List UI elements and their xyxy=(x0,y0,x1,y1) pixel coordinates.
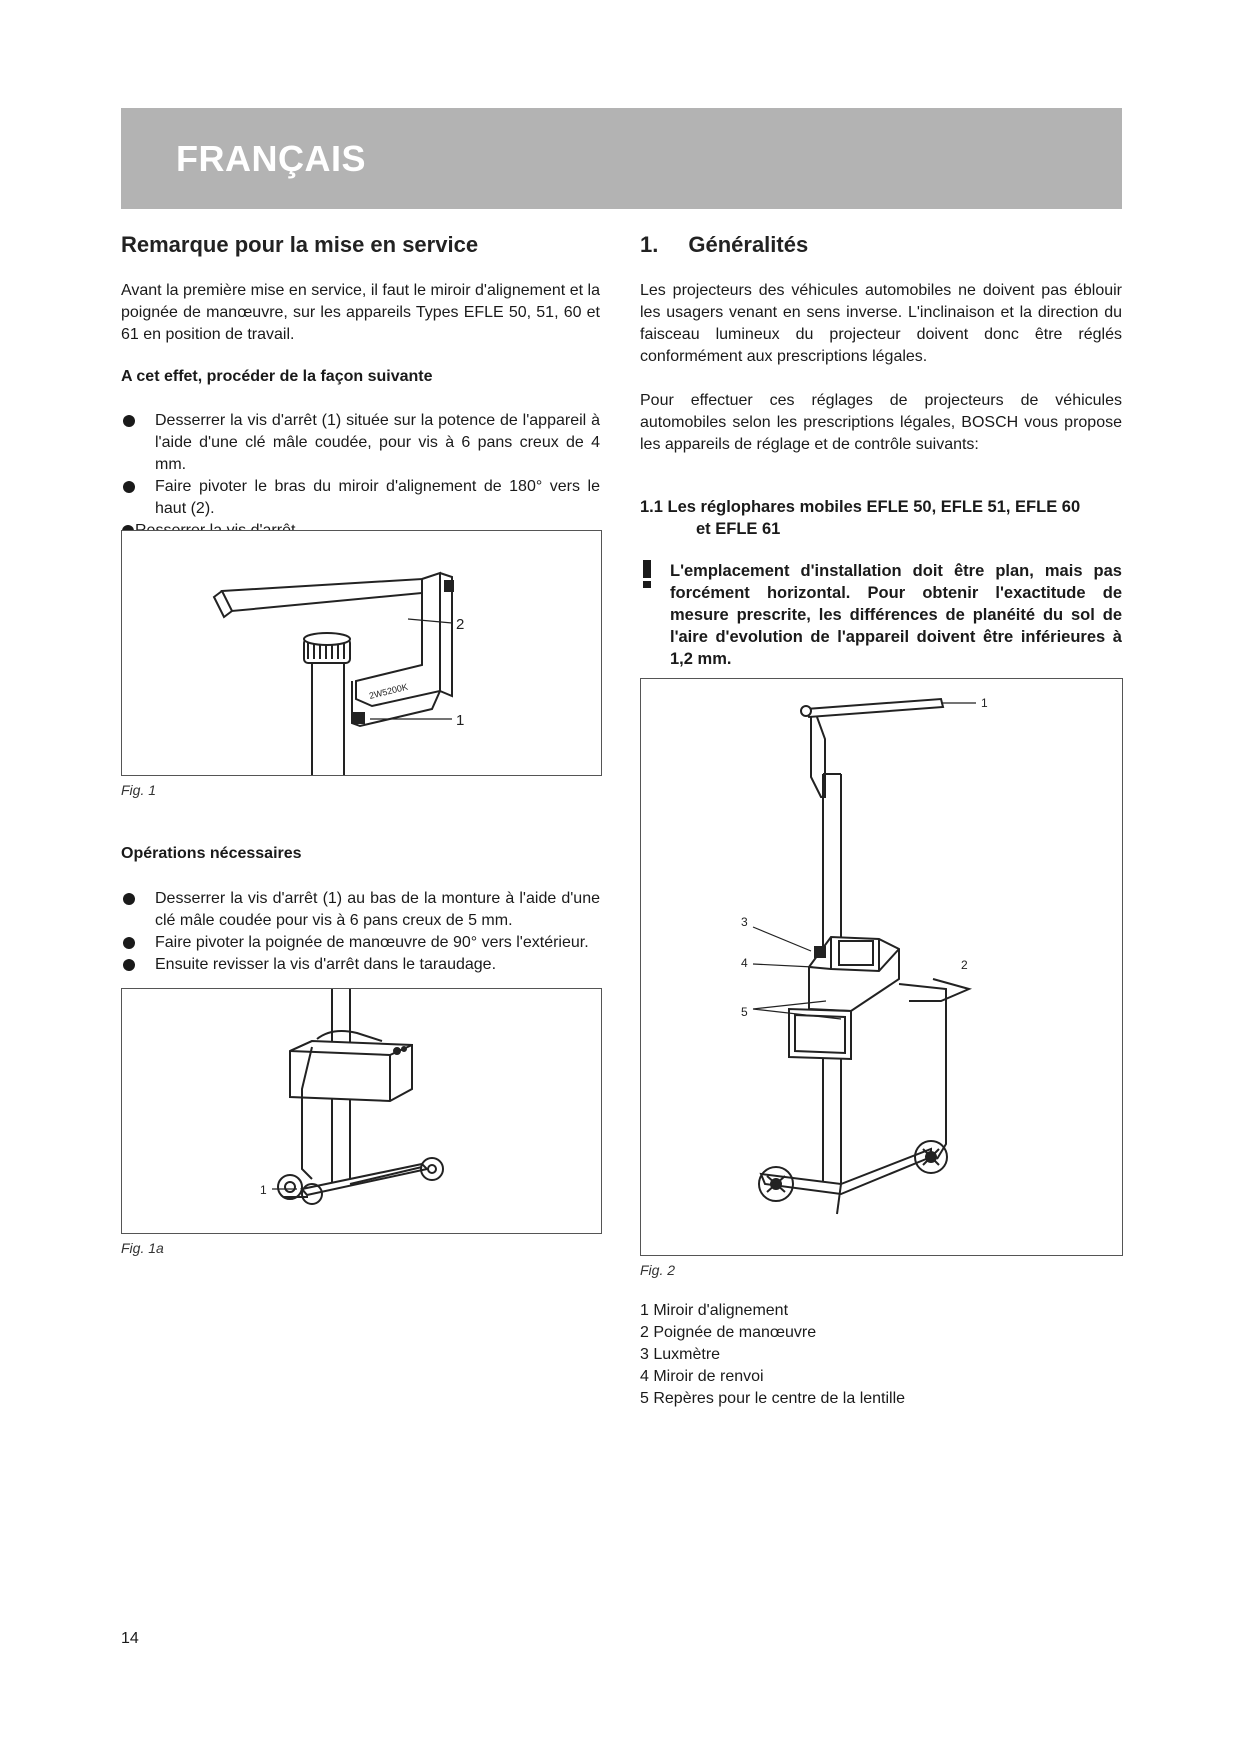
legend-item: 3 Luxmètre xyxy=(640,1346,721,1363)
fig2-callout-4: 4 xyxy=(741,956,748,970)
fig1-drawing xyxy=(122,531,601,775)
fig1a-caption: Fig. 1a xyxy=(121,1240,164,1256)
procedure-heading: A cet effet, procéder de la façon suivante xyxy=(121,368,433,385)
right-para-1: Les projecteurs des véhicules automobiles ne doivent pas éblouir les usagers venant en sens inverse. L'inclinaison et la direction du faisceau lumineux du projecteur doivent donc être réglés conformément aux prescriptions légales. xyxy=(640,282,1122,365)
legend-item: 1 Miroir d'alignement xyxy=(640,1302,789,1319)
fig2-callout-2: 2 xyxy=(961,958,968,972)
fig1-part-code: 2W5200K xyxy=(368,681,409,701)
operations-list xyxy=(121,888,600,976)
section-number: 1. xyxy=(640,232,659,257)
fig1a-callout-1: 1 xyxy=(260,1183,267,1197)
operations-step: Desserrer la vis d'arrêt (1) au bas de la monture à l'aide d'une clé mâle coudée pour vis à 6 pans creux de 5 mm. xyxy=(121,888,600,932)
procedure-step: Faire pivoter le bras du miroir d'alignement de 180° vers le haut (2). xyxy=(121,476,600,520)
procedure-step: Desserrer la vis d'arrêt (1) située sur la potence de l'appareil à l'aide d'une clé mâle coudée, pour vis à 6 pans creux de 4 mm. xyxy=(121,410,600,476)
page-number: 14 xyxy=(121,1630,139,1647)
fig2-callout-1: 1 xyxy=(981,696,988,710)
left-intro: Avant la première mise en service, il faut le miroir d'alignement et la poignée de manœuvre, sur les appareils Types EFLE 50, 51, 60 et 61 en position de travail. xyxy=(121,282,600,343)
figure-1 xyxy=(121,530,602,776)
procedure-list xyxy=(121,410,600,542)
legend-item: 2 Poignée de manœuvre xyxy=(640,1324,817,1341)
fig1-callout-1: 1 xyxy=(456,712,465,729)
fig2-callout-3: 3 xyxy=(741,915,748,929)
subheading-line-2: et EFLE 61 xyxy=(696,520,781,538)
operations-step: Ensuite revisser la vis d'arrêt dans le taraudage. xyxy=(121,954,600,976)
right-heading xyxy=(640,232,1122,258)
bullet-icon xyxy=(123,959,135,971)
figure-1a xyxy=(121,988,602,1234)
fig1-caption: Fig. 1 xyxy=(121,782,157,798)
legend-item: 5 Repères pour le centre de la lentille xyxy=(640,1390,906,1407)
bullet-icon xyxy=(123,415,135,427)
fig2-drawing xyxy=(641,679,1122,1255)
operations-heading: Opérations nécessaires xyxy=(121,845,302,862)
fig2-legend xyxy=(640,1300,1122,1410)
right-para-2: Pour effectuer ces réglages de projecteurs de véhicules automobiles selon les prescriptions légales, BOSCH vous propose les appareils de réglage et de contrôle suivants: xyxy=(640,392,1122,453)
subsection-heading xyxy=(640,496,1122,540)
left-heading: Remarque pour la mise en service xyxy=(121,232,479,257)
operations-step: Faire pivoter la poignée de manœuvre de 90° vers l'extérieur. xyxy=(121,932,600,954)
subheading-line-1: 1.1 Les réglophares mobiles EFLE 50, EFLE 51, EFLE 60 xyxy=(640,498,1081,516)
warning-text: L'emplacement d'installation doit être plan, mais pas forcément horizontal. Pour obtenir l'exactitude de mesure prescrite, les différences de planéité du sol de l'aire d'evolution de l'appareil doivent être inférieures à 1,2 mm. xyxy=(670,562,1122,668)
legend-item: 4 Miroir de renvoi xyxy=(640,1368,764,1385)
fig2-callout-5: 5 xyxy=(741,1005,748,1019)
fig1a-drawing xyxy=(122,989,601,1233)
banner-title: FRANÇAIS xyxy=(176,138,366,179)
section-title: Généralités xyxy=(688,232,809,257)
figure-2 xyxy=(640,678,1123,1256)
bullet-icon xyxy=(123,937,135,949)
bullet-icon xyxy=(123,893,135,905)
bullet-icon xyxy=(123,481,135,493)
fig2-caption: Fig. 2 xyxy=(640,1262,676,1278)
fig1-callout-2: 2 xyxy=(456,616,465,633)
language-banner xyxy=(121,108,1122,209)
